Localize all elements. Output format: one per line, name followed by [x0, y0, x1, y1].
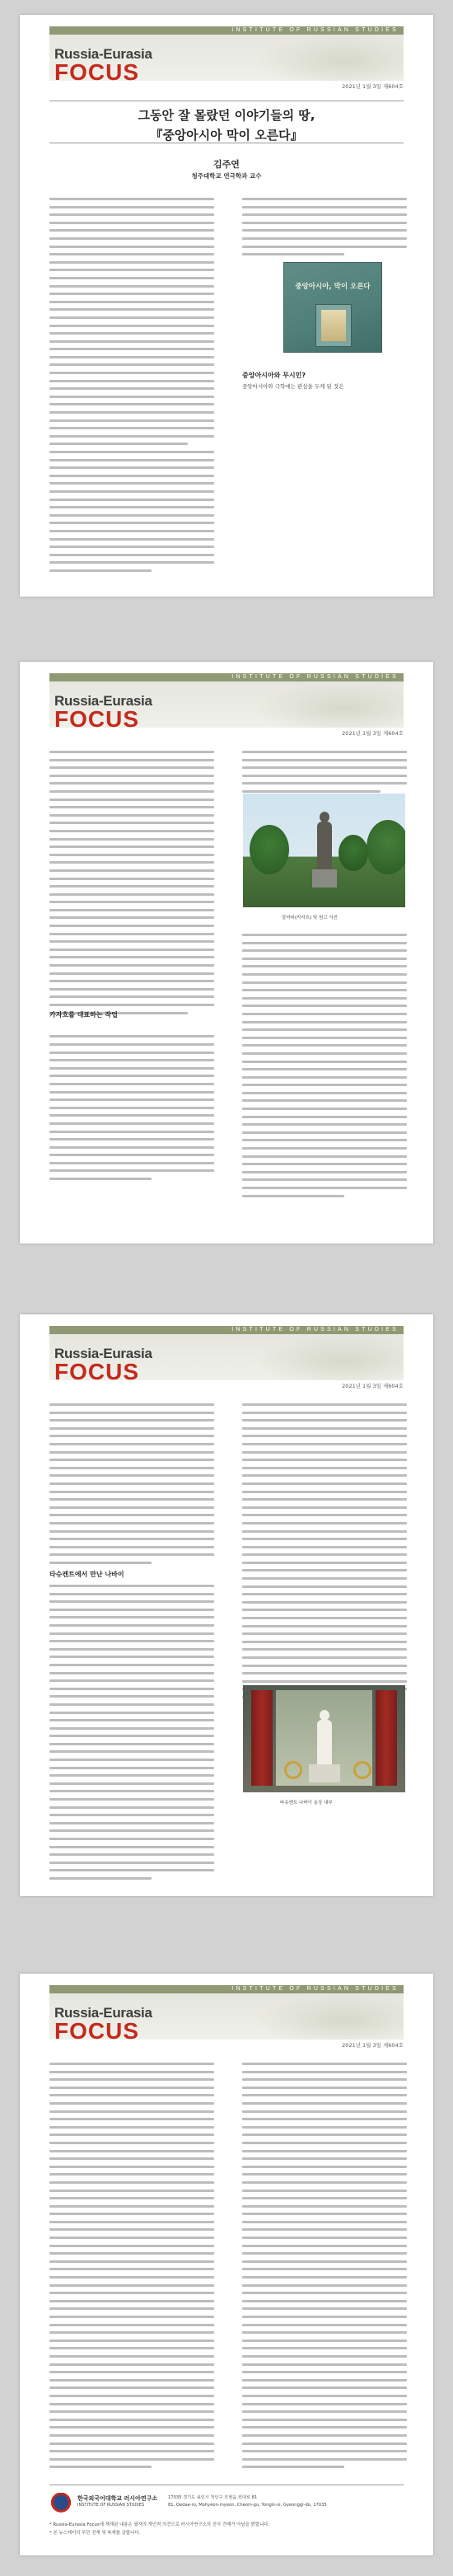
body-column-left [49, 751, 214, 1186]
institute-logo-icon [49, 2493, 72, 2514]
book-cover-title: 중앙아시아, 막이 오른다 [295, 283, 371, 291]
brand-focus: FOCUS [54, 1359, 139, 1384]
section-heading-2: 카자흐를 대표하는 작업 [49, 1011, 118, 1019]
body-column-right [242, 2063, 407, 2474]
header-band [49, 35, 404, 85]
brand-focus: FOCUS [54, 2018, 139, 2044]
institute-bar: INSTITUTE OF RUSSIAN STUDIES [49, 26, 404, 35]
brand-focus: FOCUS [54, 706, 139, 732]
institute-bar: INSTITUTE OF RUSSIAN STUDIES [49, 1985, 404, 1993]
brand-focus: FOCUS [54, 59, 139, 85]
header-band [49, 1993, 404, 2044]
book-cover-art [315, 304, 352, 347]
body-column-right-top [242, 751, 407, 799]
institute-bar: INSTITUTE OF RUSSIAN STUDIES [49, 1326, 404, 1334]
body-column-left [49, 2063, 214, 2474]
article-title-box [49, 101, 404, 143]
statue-photo [243, 794, 405, 907]
section-heading-3: 타슈켄트에서 만난 나바이 [49, 1571, 124, 1578]
article-author: 김주연 [213, 159, 240, 170]
footer-disclaimer: * Russia-Eurasia Focus에 게재된 내용은 필자의 개인적 의견으로 러시아연구소의 공식 견해가 아님을 밝힙니다. [49, 2522, 270, 2527]
newsletter-header [49, 1985, 404, 2049]
newsletter-header [49, 26, 404, 90]
issue-date: 2021년 1월 3일 제604호 [342, 2042, 404, 2049]
article-title-line-1: 그동안 잘 몰랐던 이야기들의 땅, [138, 108, 315, 123]
footer-org-name: 한국외국어대학교 러시아연구소 [77, 2495, 158, 2502]
brand-russia-eurasia: Russia-Eurasia [54, 1346, 152, 1361]
footer-copyright-note: * 본 뉴스레터의 무단 전재 및 복제를 금합니다. [49, 2531, 141, 2536]
footer-address-en: 81, Oedae-ro, Mohyeon-myeon, Cheoin-gu, Yongin-si, Gyeonggi-do, 17035 [168, 2503, 327, 2508]
hall-statue-photo [243, 1685, 405, 1792]
brand-russia-eurasia: Russia-Eurasia [54, 2005, 152, 2021]
institute-bar: INSTITUTE OF RUSSIAN STUDIES [49, 673, 404, 681]
body-column-left-top [49, 1403, 214, 1569]
brand-russia-eurasia: Russia-Eurasia [54, 46, 152, 62]
body-column-right-bottom [242, 934, 407, 1202]
article-title-line-2: 『중앙아시아 막이 오른다』 [150, 128, 303, 143]
newsletter-page-1 [20, 15, 433, 597]
section-heading-1-lead: 중앙아시아와 극학에는 관심을 두게 된 것은 [242, 383, 344, 390]
statue-photo-caption: 알마티(카자흐) 및 원고 사진 [282, 916, 338, 920]
hall-photo-caption: 타슈켄트 나바이 동상 내부 [280, 1801, 333, 1806]
footer-address: 17035 경기도 용인시 처인구 모현읍 외대로 81 [168, 2495, 258, 2500]
newsletter-page-2 [20, 662, 433, 1244]
issue-date: 2021년 1월 3일 제604호 [342, 83, 404, 90]
newsletter-header [49, 673, 404, 737]
newsletter-page-3 [20, 1314, 433, 1896]
section-heading-1: 중앙아시아와 무시민? [242, 372, 306, 379]
newsletter-header [49, 1326, 404, 1387]
footer-org-name-en: INSTITUTE OF RUSSIAN STUDIES [77, 2503, 145, 2508]
issue-date: 2021년 1월 3일 제604호 [342, 1383, 404, 1389]
body-column-left-bottom [49, 1585, 214, 1885]
header-band [49, 681, 404, 732]
body-column-right [242, 198, 407, 261]
newsletter-page-4 [20, 1974, 433, 2555]
issue-date: 2021년 1월 3일 제604호 [342, 730, 404, 737]
header-band [49, 1334, 404, 1384]
author-affiliation: 청주대학교 연극학과 교수 [191, 172, 262, 180]
book-cover-image [283, 262, 382, 353]
body-column-right [242, 1403, 407, 1704]
body-column-left [49, 198, 214, 578]
brand-russia-eurasia: Russia-Eurasia [54, 693, 152, 709]
